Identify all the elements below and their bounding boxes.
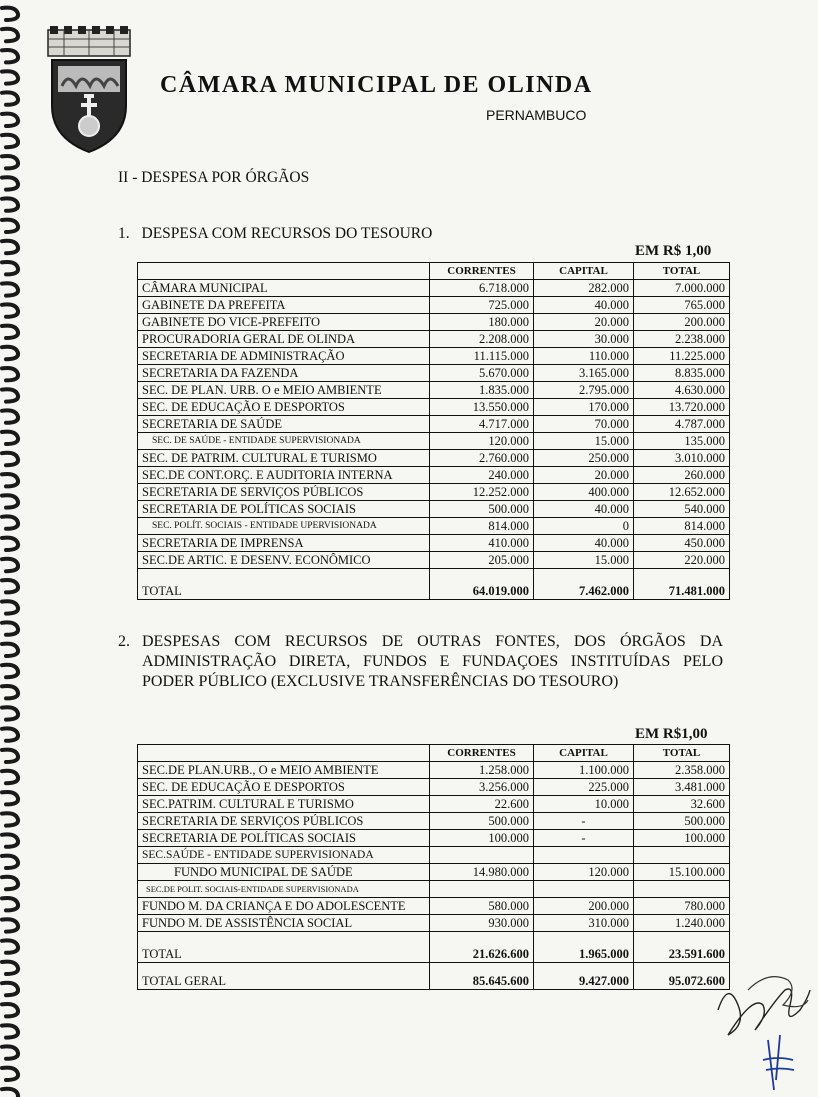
section2-unit: EM R$1,00 [635, 726, 708, 742]
cell-total: 4.630.000 [634, 382, 730, 399]
table-row [138, 433, 730, 450]
table-row [138, 762, 730, 779]
row-label: SECRETARIA DE IMPRENSA [138, 535, 430, 552]
cell-capital: 40.000 [534, 297, 634, 314]
total-correntes: 64.019.000 [430, 569, 534, 600]
table-row [138, 796, 730, 813]
row-label: SEC. DE PLAN. URB. O e MEIO AMBIENTE [138, 382, 430, 399]
cell-capital: 2.795.000 [534, 382, 634, 399]
total-row [138, 932, 730, 963]
table-header-row [138, 745, 730, 762]
cell-correntes: 205.000 [430, 552, 534, 569]
row-label: SECRETARIA DE POLÍTICAS SOCIAIS [138, 830, 430, 847]
table-row [138, 813, 730, 830]
row-label: GABINETE DA PREFEITA [138, 297, 430, 314]
cell-correntes: 4.717.000 [430, 416, 534, 433]
column-header-blank [138, 745, 430, 762]
cell-capital: 15.000 [534, 433, 634, 450]
row-label: SEC. DE PATRIM. CULTURAL E TURISMO [138, 450, 430, 467]
row-label: SEC. DE SAÚDE - ENTIDADE SUPERVISIONADA [138, 433, 430, 450]
cell-capital: 170.000 [534, 399, 634, 416]
cell-total: 220.000 [634, 552, 730, 569]
cell-total [634, 847, 730, 864]
cell-correntes: 5.670.000 [430, 365, 534, 382]
table-row [138, 314, 730, 331]
cell-total: 765.000 [634, 297, 730, 314]
cell-correntes: 12.252.000 [430, 484, 534, 501]
cell-capital: 70.000 [534, 416, 634, 433]
cell-correntes: 500.000 [430, 501, 534, 518]
cell-total: 450.000 [634, 535, 730, 552]
cell-correntes: 580.000 [430, 898, 534, 915]
cell-capital: 3.165.000 [534, 365, 634, 382]
cell-total: 135.000 [634, 433, 730, 450]
cell-total: 12.652.000 [634, 484, 730, 501]
cell-correntes: 2.760.000 [430, 450, 534, 467]
row-label: FUNDO MUNICIPAL DE SAÚDE [138, 864, 430, 881]
page-title: CÂMARA MUNICIPAL DE OLINDA [160, 72, 593, 98]
row-label: SECRETARIA DE ADMINISTRAÇÃO [138, 348, 430, 365]
cell-capital: - [534, 813, 634, 830]
table-row [138, 484, 730, 501]
cell-total: 2.358.000 [634, 762, 730, 779]
spiral-binding [0, 0, 26, 1097]
cell-capital: 40.000 [534, 535, 634, 552]
section-heading: II - DESPESA POR ÓRGÃOS [118, 169, 310, 186]
total-total: 95.072.600 [634, 963, 730, 990]
column-header-capital: CAPITAL [534, 263, 634, 280]
cell-capital: 20.000 [534, 467, 634, 484]
total-total: 71.481.000 [634, 569, 730, 600]
cell-capital: 30.000 [534, 331, 634, 348]
row-label: GABINETE DO VICE-PREFEITO [138, 314, 430, 331]
cell-total: 500.000 [634, 813, 730, 830]
cell-capital: 200.000 [534, 898, 634, 915]
cell-capital: 1.100.000 [534, 762, 634, 779]
total-label: TOTAL [138, 932, 430, 963]
cell-total: 15.100.000 [634, 864, 730, 881]
cell-total: 780.000 [634, 898, 730, 915]
cell-capital: 310.000 [534, 915, 634, 932]
cell-total: 200.000 [634, 314, 730, 331]
cell-total: 814.000 [634, 518, 730, 535]
cell-total: 11.225.000 [634, 348, 730, 365]
row-label: SECRETARIA DE POLÍTICAS SOCIAIS [138, 501, 430, 518]
section2-number: 2. [118, 633, 130, 650]
section1-title [118, 225, 432, 243]
cell-correntes: 500.000 [430, 813, 534, 830]
municipal-crest-icon [44, 26, 134, 156]
row-label: FUNDO M. DA CRIANÇA E DO ADOLESCENTE [138, 898, 430, 915]
cell-capital: 250.000 [534, 450, 634, 467]
section1-title-text: DESPESA COM RECURSOS DO TESOURO [141, 225, 433, 242]
total-label: TOTAL GERAL [138, 963, 430, 990]
total-correntes: 85.645.600 [430, 963, 534, 990]
cell-total: 32.600 [634, 796, 730, 813]
table-row [138, 501, 730, 518]
table-row [138, 382, 730, 399]
cell-total: 100.000 [634, 830, 730, 847]
row-label: FUNDO M. DE ASSISTÊNCIA SOCIAL [138, 915, 430, 932]
cell-capital: 110.000 [534, 348, 634, 365]
cell-correntes: 2.208.000 [430, 331, 534, 348]
table-row [138, 830, 730, 847]
cell-total: 4.787.000 [634, 416, 730, 433]
column-header-correntes: CORRENTES [430, 263, 534, 280]
cell-total: 3.010.000 [634, 450, 730, 467]
cell-total: 540.000 [634, 501, 730, 518]
cell-correntes: 725.000 [430, 297, 534, 314]
table-row [138, 518, 730, 535]
column-header-capital: CAPITAL [534, 745, 634, 762]
section1-number: 1. [118, 225, 130, 242]
cell-capital: 282.000 [534, 280, 634, 297]
table-row [138, 399, 730, 416]
cell-total: 3.481.000 [634, 779, 730, 796]
table-row [138, 416, 730, 433]
cell-correntes: 930.000 [430, 915, 534, 932]
row-label: SECRETARIA DE SAÚDE [138, 416, 430, 433]
grand-total-row [138, 963, 730, 990]
cell-correntes: 13.550.000 [430, 399, 534, 416]
column-header-correntes: CORRENTES [430, 745, 534, 762]
table-section2 [137, 744, 730, 990]
cell-capital: - [534, 830, 634, 847]
table-row [138, 331, 730, 348]
row-label: SEC. POLÍT. SOCIAIS - ENTIDADE UPERVISIONADA [138, 518, 430, 535]
cell-capital: 225.000 [534, 779, 634, 796]
cell-correntes [430, 881, 534, 898]
section2-title-text: DESPESAS COM RECURSOS DE OUTRAS FONTES, DOS ÓRGÃOS DA ADMINISTRAÇÃO DIRETA, FUNDOS E FUNDAÇOES INSTITUÍDAS PELO PODER PÚBLICO (EXCLUSIVE TRANSFERÊNCIAS DO TESOURO) [142, 633, 723, 690]
cell-capital: 120.000 [534, 864, 634, 881]
cell-correntes: 6.718.000 [430, 280, 534, 297]
total-row [138, 569, 730, 600]
cell-correntes: 814.000 [430, 518, 534, 535]
row-label: SEC. DE EDUCAÇÃO E DESPORTOS [138, 779, 430, 796]
total-capital: 1.965.000 [534, 932, 634, 963]
table-row [138, 297, 730, 314]
row-label: SEC.SAÚDE - ENTIDADE SUPERVISIONADA [138, 847, 430, 864]
cell-correntes: 100.000 [430, 830, 534, 847]
cell-total: 13.720.000 [634, 399, 730, 416]
row-label: CÂMARA MUNICIPAL [138, 280, 430, 297]
cell-total [634, 881, 730, 898]
cell-capital [534, 881, 634, 898]
cell-capital: 20.000 [534, 314, 634, 331]
total-total: 23.591.600 [634, 932, 730, 963]
cell-total: 260.000 [634, 467, 730, 484]
cell-correntes: 1.258.000 [430, 762, 534, 779]
cell-correntes: 22.600 [430, 796, 534, 813]
cell-correntes: 120.000 [430, 433, 534, 450]
table-row [138, 915, 730, 932]
total-label: TOTAL [138, 569, 430, 600]
table-row [138, 450, 730, 467]
cell-correntes: 410.000 [430, 535, 534, 552]
cell-capital: 40.000 [534, 501, 634, 518]
column-header-blank [138, 263, 430, 280]
cell-total: 8.835.000 [634, 365, 730, 382]
cell-total: 1.240.000 [634, 915, 730, 932]
table-header-row [138, 263, 730, 280]
table-row [138, 881, 730, 898]
table-row [138, 348, 730, 365]
row-label: SEC.DE ARTIC. E DESENV. ECONÔMICO [138, 552, 430, 569]
table-row [138, 847, 730, 864]
cell-correntes: 3.256.000 [430, 779, 534, 796]
cell-capital: 400.000 [534, 484, 634, 501]
row-label: SEC. DE EDUCAÇÃO E DESPORTOS [138, 399, 430, 416]
row-label: SEC.DE PLAN.URB., O e MEIO AMBIENTE [138, 762, 430, 779]
cell-correntes [430, 847, 534, 864]
cell-capital: 10.000 [534, 796, 634, 813]
cell-correntes: 240.000 [430, 467, 534, 484]
total-correntes: 21.626.600 [430, 932, 534, 963]
table-row [138, 898, 730, 915]
row-label: SEC.DE CONT.ORÇ. E AUDITORIA INTERNA [138, 467, 430, 484]
cell-correntes: 1.835.000 [430, 382, 534, 399]
table-row [138, 864, 730, 881]
table-row [138, 467, 730, 484]
column-header-total: TOTAL [634, 263, 730, 280]
row-label: SECRETARIA DE SERVIÇOS PÚBLICOS [138, 813, 430, 830]
cell-correntes: 11.115.000 [430, 348, 534, 365]
table-section1 [137, 262, 730, 600]
total-capital: 9.427.000 [534, 963, 634, 990]
cell-capital: 0 [534, 518, 634, 535]
cell-total: 2.238.000 [634, 331, 730, 348]
row-label: SECRETARIA DE SERVIÇOS PÚBLICOS [138, 484, 430, 501]
handwritten-signature [708, 950, 818, 1090]
section1-unit: EM R$ 1,00 [635, 243, 712, 259]
table-row [138, 552, 730, 569]
row-label: SEC.PATRIM. CULTURAL E TURISMO [138, 796, 430, 813]
cell-capital: 15.000 [534, 552, 634, 569]
section2-title [118, 632, 723, 692]
row-label: SEC.DE POLIT. SOCIAIS-ENTIDADE SUPERVISIONADA [138, 881, 430, 898]
table-row [138, 535, 730, 552]
row-label: PROCURADORIA GERAL DE OLINDA [138, 331, 430, 348]
table-row [138, 365, 730, 382]
cell-total: 7.000.000 [634, 280, 730, 297]
column-header-total: TOTAL [634, 745, 730, 762]
cell-correntes: 14.980.000 [430, 864, 534, 881]
row-label: SECRETARIA DA FAZENDA [138, 365, 430, 382]
cell-correntes: 180.000 [430, 314, 534, 331]
table-row [138, 779, 730, 796]
page-subtitle: PERNAMBUCO [486, 107, 587, 123]
table-row [138, 280, 730, 297]
total-capital: 7.462.000 [534, 569, 634, 600]
cell-capital [534, 847, 634, 864]
